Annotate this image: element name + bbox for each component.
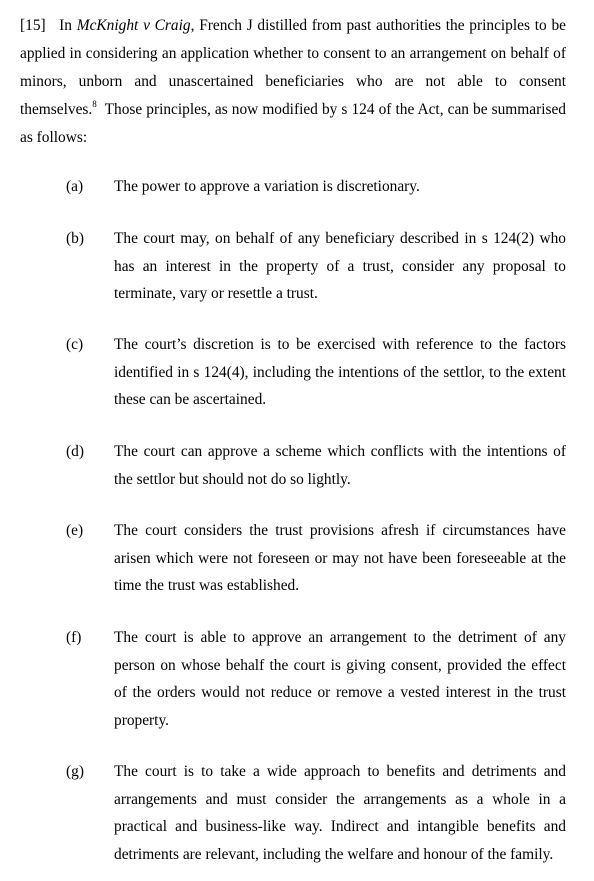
paragraph-15 xyxy=(20,12,566,152)
list-item-text: The court’s discretion is to be exercised with reference to the factors identified in s 124(4), including the intentions of the settlor, to the extent these can be ascertained. xyxy=(114,336,566,408)
paragraph-number: [15] xyxy=(20,17,46,34)
list-item-a xyxy=(66,173,566,201)
list-item-text: The court considers the trust provisions afresh if circumstances have arisen which were not foreseen or may not have been foreseeable at the time the trust was established. xyxy=(114,522,566,594)
list-item-e xyxy=(66,517,566,600)
list-item-text: The power to approve a variation is discretionary. xyxy=(114,178,420,195)
list-item-label: (g) xyxy=(66,763,84,780)
paragraph-text-a: , French J distilled from past authorities the principles to be applied in considering an application whether to consent to an arrangement on behalf of minors, unborn and unascertained beneficiaries who are not able to consent themselves. xyxy=(20,17,566,118)
footnote-reference: 8 xyxy=(92,98,97,109)
paragraph-text-b: Those principles, as now modified by s 124 of the Act, can be summarised as follows: xyxy=(20,101,566,146)
list-item-label: (a) xyxy=(66,178,84,195)
paragraph-lead: In xyxy=(59,17,72,34)
list-item-text: The court is able to approve an arrangement to the detriment of any person on whose behalf the court is giving consent, provided the effect of the orders would not reduce or remove a vested interest in the trust property. xyxy=(114,629,566,729)
list-item-label: (c) xyxy=(66,336,84,353)
list-item-label: (f) xyxy=(66,629,82,646)
list-item-label: (e) xyxy=(66,522,84,539)
list-item-text: The court can approve a scheme which conflicts with the intentions of the settlor but should not do so lightly. xyxy=(114,443,566,488)
list-item-d xyxy=(66,438,566,493)
list-item-text: The court is to take a wide approach to benefits and detriments and arrangements and must consider the arrangements as a whole in a practical and business-like way. Indirect and intangible benefits and detriments are relevant, including the welfare and honour of the family. xyxy=(114,763,566,863)
list-item-c xyxy=(66,331,566,414)
list-item-label: (b) xyxy=(66,230,84,247)
list-item-f xyxy=(66,624,566,734)
list-item-b xyxy=(66,225,566,308)
list-item-label: (d) xyxy=(66,443,84,460)
case-name: McKnight v Craig xyxy=(76,17,191,34)
list-item-g xyxy=(66,758,566,868)
list-item-text: The court may, on behalf of any beneficiary described in s 124(2) who has an interest in the property of a trust, consider any proposal to terminate, vary or resettle a trust. xyxy=(114,230,566,302)
